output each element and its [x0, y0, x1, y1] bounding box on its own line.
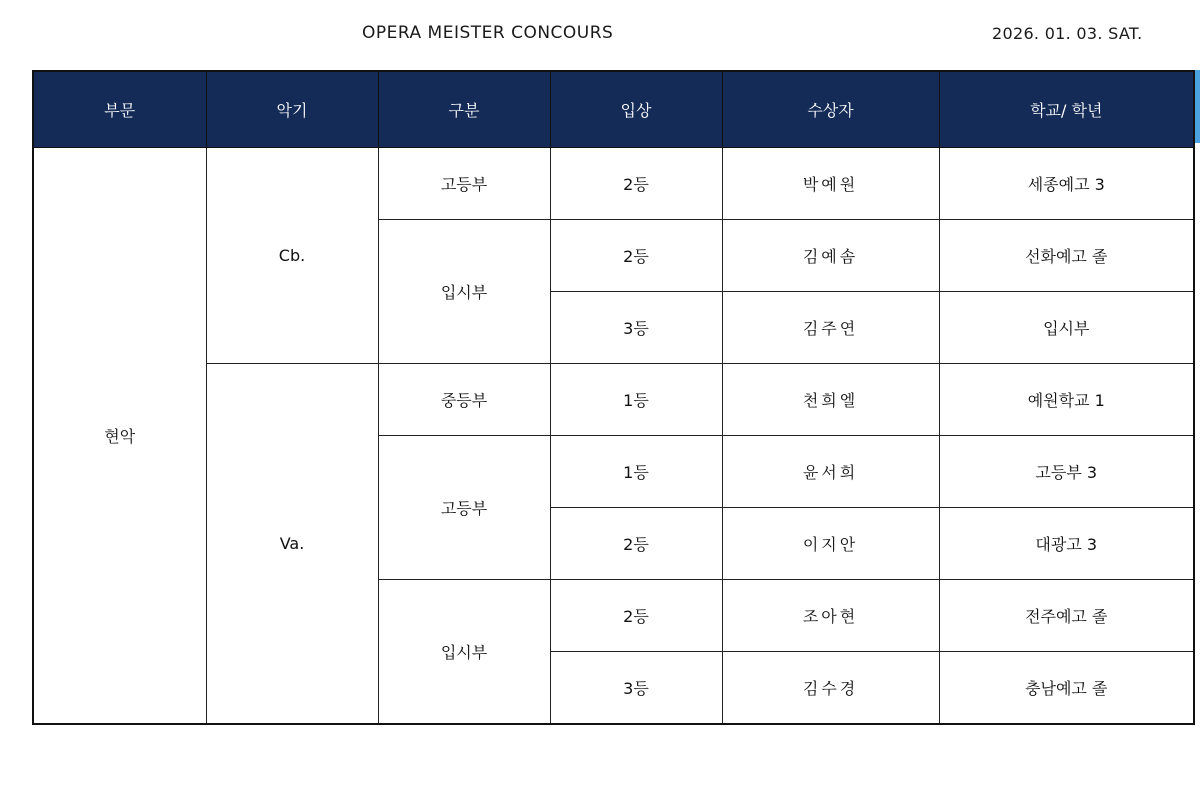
- school-cell: 고등부 3: [939, 436, 1194, 508]
- winner-cell: 박예원: [722, 148, 939, 220]
- winner-cell: 윤서희: [722, 436, 939, 508]
- prize-cell: 2등: [550, 580, 722, 652]
- prize-cell: 3등: [550, 292, 722, 364]
- prize-cell: 2등: [550, 220, 722, 292]
- concours-title: OPERA MEISTER CONCOURS: [362, 23, 614, 43]
- school-cell: 전주예고 졸: [939, 580, 1194, 652]
- table-row: [33, 364, 1194, 436]
- results-table: [32, 70, 1195, 725]
- winner-cell: 이지안: [722, 508, 939, 580]
- winner-cell: 김예솜: [722, 220, 939, 292]
- column-header-instrument: 악기: [206, 71, 378, 148]
- school-cell: 입시부: [939, 292, 1194, 364]
- column-header-category: 구분: [378, 71, 550, 148]
- table-row: [33, 148, 1194, 220]
- column-header-division: 부문: [33, 71, 206, 148]
- prize-cell: 3등: [550, 652, 722, 725]
- prize-cell: 2등: [550, 508, 722, 580]
- instrument-cell: Cb.: [206, 148, 378, 364]
- column-header-school: 학교/ 학년: [939, 71, 1194, 148]
- school-cell: 예원학교 1: [939, 364, 1194, 436]
- school-cell: 대광고 3: [939, 508, 1194, 580]
- event-date: 2026. 01. 03. SAT.: [992, 24, 1143, 43]
- column-header-winner: 수상자: [722, 71, 939, 148]
- winner-cell: 천희엘: [722, 364, 939, 436]
- table-header-row: [33, 71, 1194, 148]
- prize-cell: 1등: [550, 436, 722, 508]
- school-cell: 세종예고 3: [939, 148, 1194, 220]
- school-cell: 충남예고 졸: [939, 652, 1194, 725]
- school-cell: 선화예고 졸: [939, 220, 1194, 292]
- winner-cell: 김수경: [722, 652, 939, 725]
- prize-cell: 1등: [550, 364, 722, 436]
- category-cell: 입시부: [378, 580, 550, 725]
- division-cell: 현악: [33, 148, 206, 725]
- column-header-prize: 입상: [550, 71, 722, 148]
- winner-cell: 조아현: [722, 580, 939, 652]
- prize-cell: 2등: [550, 148, 722, 220]
- instrument-cell: Va.: [206, 364, 378, 725]
- winner-cell: 김주연: [722, 292, 939, 364]
- category-cell: 고등부: [378, 148, 550, 220]
- category-cell: 고등부: [378, 436, 550, 580]
- category-cell: 입시부: [378, 220, 550, 364]
- category-cell: 중등부: [378, 364, 550, 436]
